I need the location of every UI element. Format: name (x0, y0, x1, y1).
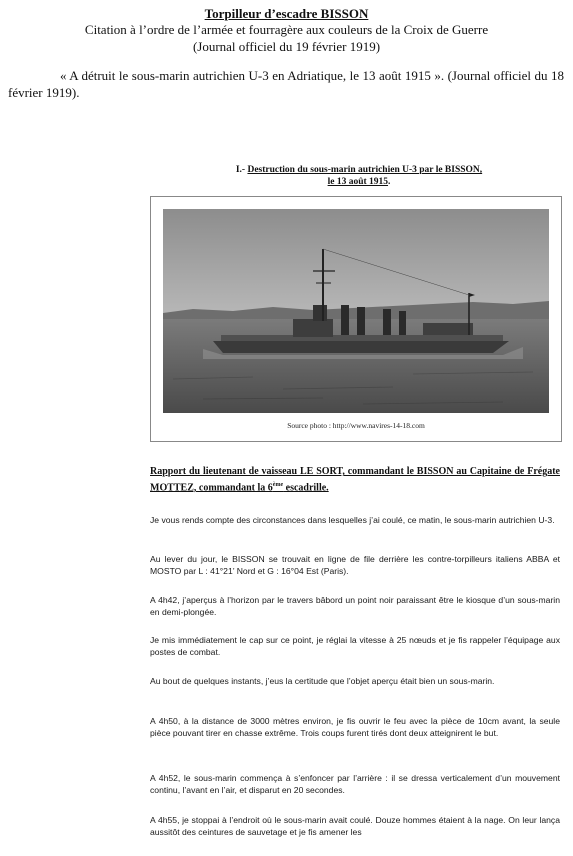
paragraph: A 4h55, je stoppai à l’endroit où le sous-marin avait coulé. Douze hommes étaient à la nage. On leur lança aussitôt des ceintures de sauvetage et je fis amener les (150, 815, 560, 838)
report-title (150, 466, 560, 494)
section-heading: I.- Destruction du sous-marin autrichien U-3 par le BISSON, le 13 août 1915. (235, 165, 483, 187)
journal-reference: (Journal officiel du 19 février 1919) (192, 39, 381, 54)
section-number: I.- (235, 165, 248, 175)
paragraph: Je mis immédiatement le cap sur ce point, je réglai la vitesse à 25 nœuds et je fis rappeler l’équipage aux postes de combat. (150, 635, 560, 658)
paragraph: Je vous rends compte des circonstances dans lesquelles j’ai coulé, ce matin, le sous-marin autrichien U-3. (150, 515, 555, 525)
section-title-line1: Destruction du sous-marin autrichien U-3 par le BISSON, (247, 165, 483, 175)
section-title-line2: le 13 août 1915 (327, 177, 389, 187)
photo-frame (150, 196, 562, 442)
paragraph: A 4h50, à la distance de 3000 mètres environ, je fis ouvrir le feu avec la pièce de 10cm avant, la seule pièce pouvant tirer en chasse extrême. Trois coups furent tirés dont deux atteignirent le but. (150, 716, 560, 739)
paragraph: Au bout de quelques instants, j’eus la certitude que l’objet aperçu était bien un sous-marin. (150, 676, 495, 686)
report-title-end: escadrille. (283, 481, 329, 493)
report-title-superscript: ème (272, 481, 284, 488)
paragraph: A 4h42, j’aperçus à l’horizon par le travers bâbord un point noir paraissant être le kiosque d’un sous-marin en demi-plongée. (150, 595, 560, 618)
photo-caption: Source photo : http://www.navires-14-18.com (287, 421, 425, 430)
document-title: Torpilleur d’escadre BISSON (204, 6, 369, 21)
torpedo-boat-image (163, 209, 549, 413)
citation-subtitle: Citation à l’ordre de l’armée et fourragère aux couleurs de la Croix de Guerre (84, 22, 489, 37)
ship-photo (163, 209, 549, 413)
paragraph: A 4h52, le sous-marin commença à s’enfoncer par l’arrière : il se dressa verticalement d’un mouvement continu, l’avant en l’air, et disparut en 20 secondes. (150, 773, 560, 796)
report-title-text: Rapport du lieutenant de vaisseau LE SORT, commandant le BISSON au Capitaine de Frégate MOTTEZ, commandant la 6 (150, 466, 560, 493)
citation-quote: « A détruit le sous-marin autrichien U-3 en Adriatique, le 13 août 1915 ». (Journal officiel du 18 février 1919). (8, 68, 564, 100)
paragraph: Au lever du jour, le BISSON se trouvait en ligne de file derrière les contre-torpilleurs italiens ABBA et MOSTO par L : 41°21’ Nord et G : 16°04 Est (Paris). (150, 554, 560, 577)
